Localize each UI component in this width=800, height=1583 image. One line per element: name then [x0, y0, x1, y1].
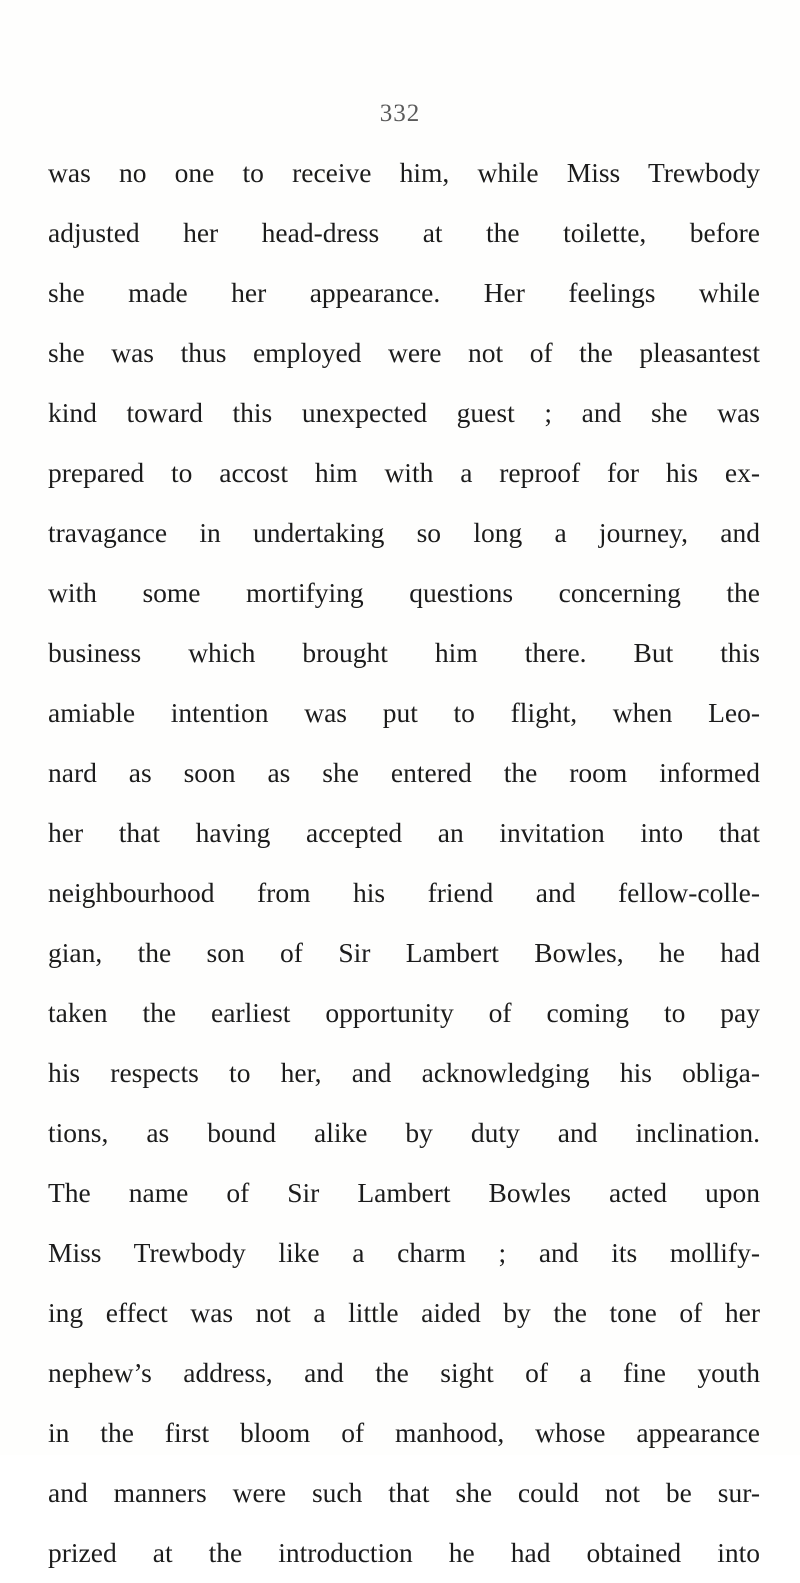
text-line: travagance in undertaking so long a journey, and	[48, 517, 760, 548]
text-line: taken the earliest opportunity of coming to pay	[48, 997, 760, 1028]
text-line: was no one to receive him, while Miss Trewbody	[48, 157, 760, 188]
text-line: she made her appearance. Her feelings while	[48, 277, 760, 308]
text-line: prized at the introduction he had obtained into	[48, 1537, 760, 1568]
text-line: prepared to accost him with a reproof for his ex-	[48, 457, 760, 488]
text-line: amiable intention was put to flight, when Leo-	[48, 697, 760, 728]
text-line: nephew’s address, and the sight of a fine youth	[48, 1357, 760, 1388]
text-line: gian, the son of Sir Lambert Bowles, he had	[48, 937, 760, 968]
text-line: and manners were such that she could not be sur-	[48, 1477, 760, 1508]
text-line: The name of Sir Lambert Bowles acted upon	[48, 1177, 760, 1208]
text-line: her that having accepted an invitation into that	[48, 817, 760, 848]
text-line: tions, as bound alike by duty and inclination.	[48, 1117, 760, 1148]
text-line: his respects to her, and acknowledging his obliga-	[48, 1057, 760, 1088]
text-line: adjusted her head-dress at the toilette, before	[48, 217, 760, 248]
text-line: neighbourhood from his friend and fellow-colle-	[48, 877, 760, 908]
text-line: ing effect was not a little aided by the tone of her	[48, 1297, 760, 1328]
text-line: with some mortifying questions concerning the	[48, 577, 760, 608]
body-text	[48, 143, 760, 1583]
text-line: Miss Trewbody like a charm ; and its mollify-	[48, 1237, 760, 1268]
text-line: nard as soon as she entered the room informed	[48, 757, 760, 788]
text-line: she was thus employed were not of the pleasantest	[48, 337, 760, 368]
page-number: 332	[379, 100, 421, 127]
text-line: in the first bloom of manhood, whose appearance	[48, 1417, 760, 1448]
text-line: business which brought him there. But this	[48, 637, 760, 668]
text-line: kind toward this unexpected guest ; and she was	[48, 397, 760, 428]
